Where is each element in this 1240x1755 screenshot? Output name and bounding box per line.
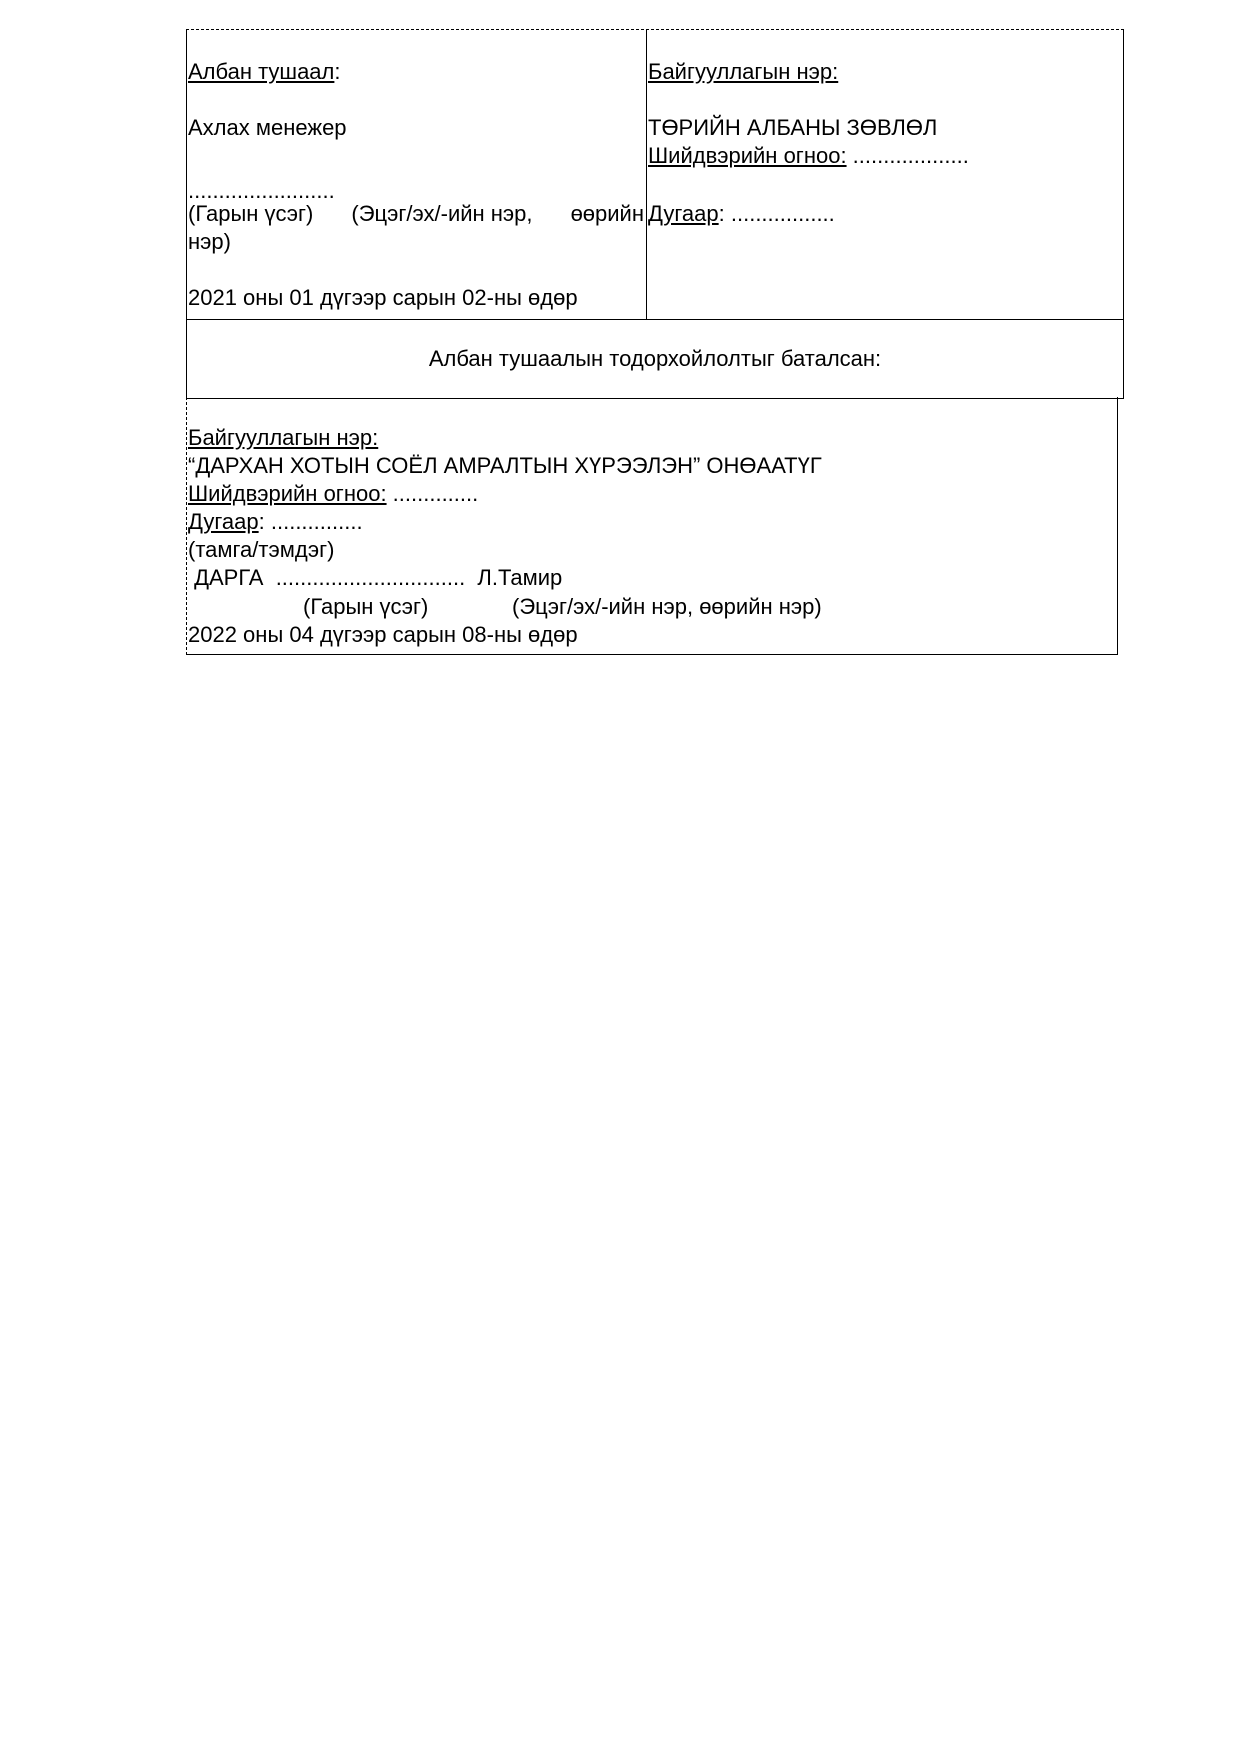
head-signature-line: ДАРГА ............................... Л.Тамир	[188, 565, 563, 590]
signature-dots: ........................	[188, 178, 335, 203]
approval-number-value: : ...............	[258, 509, 363, 534]
position-value: Ахлах менежер	[188, 115, 347, 140]
own-name-caption: өөрийн	[570, 201, 644, 226]
position-description-table	[186, 29, 1124, 399]
position-cell	[187, 30, 647, 319]
approved-heading: Албан тушаалын тодорхойлолтыг баталсан:	[428, 346, 882, 371]
number-value: : .................	[718, 201, 835, 226]
signature-caption-line	[188, 200, 644, 228]
organization-cell	[647, 30, 1123, 319]
approval-block	[186, 397, 1118, 655]
org-label-text: Байгууллагын нэр:	[648, 59, 839, 84]
name-caption: (Эцэг/эх/-ийн нэр,	[351, 201, 533, 226]
top-row	[187, 30, 1123, 320]
decision-date-line	[648, 142, 969, 170]
approval-number-line	[188, 508, 363, 536]
approved-row	[187, 320, 1123, 398]
approval-date: 2022 оны 04 дүгээр сарын 08-ны өдөр	[188, 622, 578, 647]
decision-date-label: Шийдвэрийн огноо:	[648, 143, 847, 168]
approval-decision-date-label: Шийдвэрийн огноо:	[188, 481, 387, 506]
org-label	[648, 58, 838, 86]
name-caption-continued: нэр)	[188, 229, 231, 254]
approval-number-label: Дугаар	[188, 509, 259, 534]
approval-org-label: Байгууллагын нэр:	[188, 425, 379, 450]
approval-decision-date-line	[188, 480, 478, 508]
approval-name-caption: (Эцэг/эх/-ийн нэр, өөрийн нэр)	[512, 594, 822, 619]
signature-caption: (Гарын үсэг)	[188, 201, 314, 226]
stamp-caption: (тамга/тэмдэг)	[188, 537, 335, 562]
position-label: Албан тушаал	[188, 59, 335, 84]
position-label-line	[188, 58, 341, 86]
approval-signature-caption: (Гарын үсэг)	[303, 594, 429, 619]
number-label: Дугаар	[648, 201, 719, 226]
decision-date-value: ...................	[846, 143, 969, 168]
org-value: ТӨРИЙН АЛБАНЫ ЗӨВЛӨЛ	[648, 115, 938, 140]
position-date: 2021 оны 01 дүгээр сарын 02-ны өдөр	[188, 285, 578, 310]
approval-org-label-line	[188, 424, 378, 452]
approval-decision-date-value: ..............	[386, 481, 479, 506]
position-label-colon: :	[334, 59, 341, 84]
number-line	[648, 200, 835, 228]
approval-org-value: “ДАРХАН ХОТЫН СОЁЛ АМРАЛТЫН ХҮРЭЭЛЭН” ОНӨААТҮГ	[188, 453, 822, 478]
